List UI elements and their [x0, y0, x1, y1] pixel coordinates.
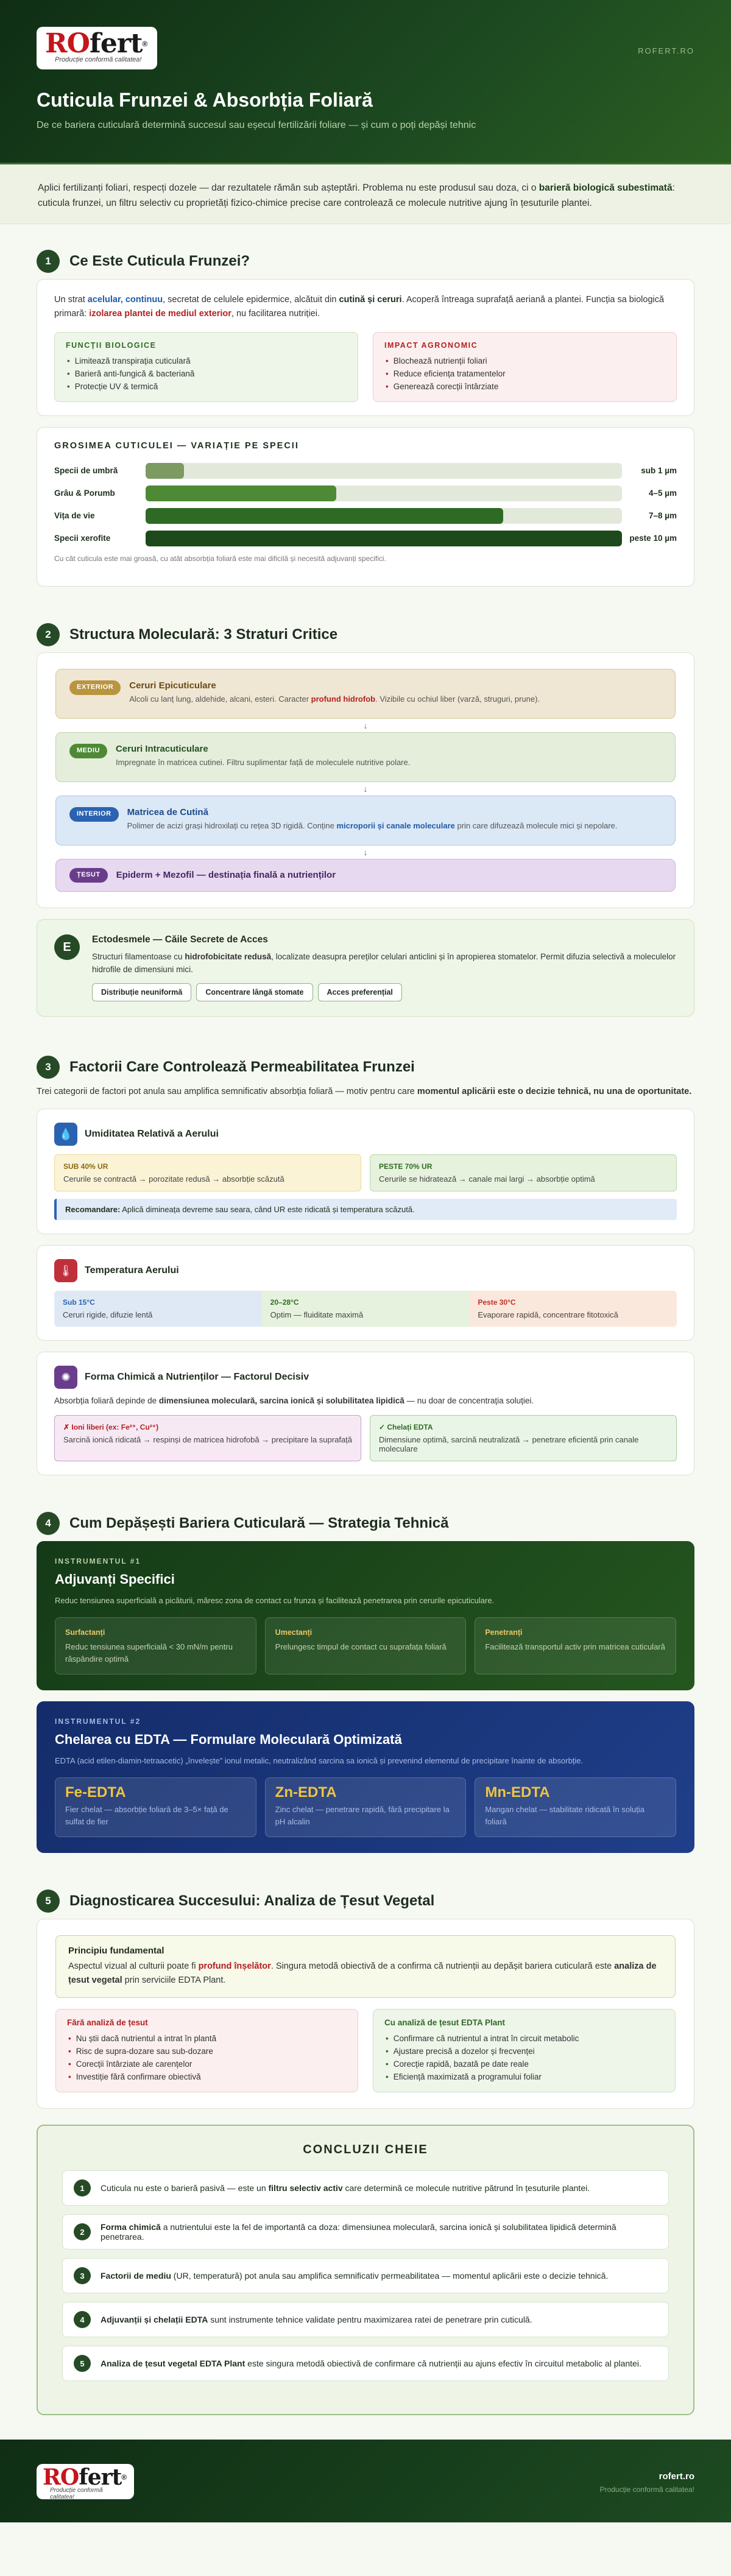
section-number: 5 [37, 1890, 60, 1913]
down-arrow-icon: ↓ [363, 847, 368, 857]
layer-pill: EXTERIOR [69, 680, 121, 695]
agronomic-impact-list [384, 355, 665, 393]
chelates-box: ✓ Chelați EDTA Dimensiune optimă, sarcină neutralizată → penetrare eficientă prin canale moleculare [370, 1415, 677, 1461]
thickness-track [146, 463, 622, 479]
with-analysis-list [384, 2032, 664, 2083]
bullet-icon: • [67, 369, 70, 378]
layer-title: Ceruri Epicuticulare [129, 680, 216, 691]
agronomic-impact-box [373, 332, 677, 402]
bullet-icon: • [68, 2047, 71, 2056]
intro-text-end: : cuticula frunzei, un filtru selectiv cu proprietăți fizico-chimice precise care controlează ce molecule nutritive ajung în țesuturile plantei. [38, 183, 675, 208]
humidity-card [37, 1109, 694, 1234]
conclusion-text: Factorii de mediu (UR, temperatură) pot anula sau amplifica semnificativ permeabilitatea — momentul aplicării este o decizie tehnică. [101, 2271, 609, 2281]
bullet-icon: • [386, 2072, 389, 2081]
biological-functions-box [54, 332, 358, 402]
temp-cold: Sub 15°C Ceruri rigide, difuzie lentă [54, 1291, 262, 1327]
bullet-icon: • [67, 382, 70, 391]
thickness-bar [146, 485, 336, 501]
temp-optimal: 20–28°C Optim — fluiditate maximă [262, 1291, 470, 1327]
logo-registered: ® [142, 40, 147, 48]
section-2-header [37, 598, 694, 652]
ectodesmata-badge: E [54, 934, 80, 960]
tool-adjuvants-card [37, 1541, 694, 1690]
conclusion-text: Analiza de țesut vegetal EDTA Plant este singura metodă obiectivă de confirmare că nutrienții au ajuns efectiv în circuitul metabolic al plantei. [101, 2359, 641, 2368]
brand-logo[interactable] [37, 27, 157, 69]
thickness-track [146, 508, 622, 524]
conclusion-item [62, 2214, 669, 2250]
thickness-bars [54, 459, 677, 549]
list-item: • Reduce eficiența tratamentelor [386, 369, 506, 378]
conclusion-number: 5 [74, 2355, 91, 2372]
thickness-value: 4–5 µm [648, 489, 677, 498]
bullet-icon: • [386, 2059, 389, 2069]
thickness-value: 7–8 µm [648, 511, 677, 520]
conclusions-list [62, 2170, 669, 2381]
thermometer-icon: 🌡 [54, 1259, 77, 1282]
thickness-row [54, 459, 677, 482]
list-item: • Eficiență maximizată a programului foliar [386, 2072, 542, 2081]
diagnostics-card [37, 1919, 694, 2109]
layer-pill: MEDIU [69, 744, 107, 758]
down-arrow-icon: ↓ [363, 721, 368, 730]
section-number: 4 [37, 1512, 60, 1535]
ectodesmata-title: Ectodesmele — Căile Secrete de Acces [92, 934, 268, 945]
list-item: • Protecție UV & termică [67, 382, 158, 391]
tool-subtitle: EDTA (acid etilen-diamin-tetraacetic) „învelește" ionul metalic, neutralizând sarcina sa ionică și prevenind elementul de precipitare înainte de absorbție. [55, 1756, 584, 1765]
section-1-header [37, 224, 694, 279]
intro-callout [0, 163, 731, 224]
conclusions-panel [37, 2125, 694, 2415]
thickness-bar [146, 463, 184, 479]
bullet-icon: • [386, 369, 389, 378]
chip-stomata: Concentrare lângă stomate [196, 983, 313, 1001]
tool-cell: Zn-EDTA Zinc chelat — penetrare rapidă, fără precipitare la pH alcalin [265, 1777, 467, 1837]
list-item: • Risc de supra-dozare sau sub-dozare [68, 2047, 213, 2056]
logo-tagline: Producție conformă calitatea! [55, 56, 142, 63]
thickness-row [54, 482, 677, 504]
intro-emphasis: barieră biologică subestimată [539, 183, 673, 193]
conclusion-item [62, 2346, 669, 2381]
thickness-bar [146, 508, 503, 524]
section-title: Diagnosticarea Succesului: Analiza de Țesut Vegetal [69, 1893, 435, 1909]
conclusions-title: CONCLUZII CHEIE [303, 2143, 428, 2156]
cuticle-definition-card [37, 279, 694, 416]
list-item: • Barieră anti-fungică & bacteriană [67, 369, 195, 378]
layer-title: Epiderm + Mezofil — destinația finală a nutrienților [116, 870, 336, 880]
section-5-header [37, 1864, 694, 1919]
tool-cell: Umectanți Prelungesc timpul de contact cu suprafața foliară [265, 1617, 467, 1674]
logo-fert: fert [89, 28, 143, 59]
chip-access: Acces preferențial [318, 983, 402, 1001]
thickness-value: peste 10 µm [629, 534, 677, 543]
hero-header [0, 0, 731, 163]
principle-box [55, 1935, 676, 1998]
thickness-label: Specii xerofite [54, 534, 111, 543]
free-ions-box: ✗ Ioni liberi (ex: Fe²⁺, Cu²⁺) Sarcină ionică ridicată → respinși de matricea hidrofobă → precipitare la suprafață [54, 1415, 361, 1461]
thickness-row [54, 504, 677, 527]
bullet-icon: • [68, 2059, 71, 2069]
tool-title: Chelarea cu EDTA — Formulare Moleculară Optimizată [55, 1732, 402, 1747]
tool-cell: Fe-EDTA Fier chelat — absorbție foliară de 3–5× față de sulfat de fier [55, 1777, 256, 1837]
footer-tagline: Producție conformă calitatea! [599, 2485, 694, 2494]
hero-site-link[interactable]: ROFERT.RO [638, 46, 694, 55]
tool-tag: INSTRUMENTUL #1 [55, 1557, 141, 1565]
temp-hot: Peste 30°C Evaporare rapidă, concentrare fitotoxică [469, 1291, 677, 1327]
bullet-icon: • [68, 2034, 71, 2043]
section-3-header [37, 1030, 694, 1085]
layers-card [37, 652, 694, 908]
logo-ro: RO [45, 28, 90, 59]
chem-text: Absorbția foliară depinde de dimensiunea moleculară, sarcina ionică și solubilitatea lipidică — nu doar de concentrația soluției. [54, 1396, 534, 1405]
thickness-note: Cu cât cuticula este mai groasă, cu atât absorbția foliară este mai dificilă și necesită adjuvanți specifici. [54, 554, 386, 563]
list-item: • Investiție fără confirmare obiectivă [68, 2072, 201, 2081]
list-item: • Confirmare că nutrientul a intrat în circuit metabolic [386, 2034, 579, 2043]
layer-exterior [55, 669, 676, 719]
list-item: • Generează corecții întârziate [386, 382, 499, 391]
conclusion-text: Forma chimică a nutrientului este la fel de importantă ca doza: dimensiunea moleculară, sarcina ionică și solubilitatea lipidică determină penetrarea. [101, 2222, 616, 2242]
list-item: • Nu știi dacă nutrientul a intrat în plantă [68, 2034, 217, 2043]
tool-subtitle: Reduc tensiunea superficială a picăturii, măresc zona de contact cu frunza și facilitează penetrarea prin cerurile epicuticulare. [55, 1596, 495, 1605]
factor-title: Forma Chimică a Nutrienților — Factorul Decisiv [85, 1372, 309, 1382]
thickness-row [54, 527, 677, 549]
conclusion-number: 1 [74, 2179, 91, 2197]
bullet-icon: • [67, 356, 70, 365]
conclusion-number: 4 [74, 2311, 91, 2328]
box-title: Cu analiză de țesut EDTA Plant [384, 2018, 506, 2027]
section-number: 2 [37, 623, 60, 646]
tool-title: Adjuvanți Specifici [55, 1572, 175, 1587]
bullet-icon: • [386, 2034, 389, 2043]
layer-title: Ceruri Intracuticulare [115, 744, 208, 754]
thickness-value: sub 1 µm [641, 466, 677, 475]
section-number: 3 [37, 1056, 60, 1079]
humidity-low-box: SUB 40% UR Cerurile se contractă → porozitate redusă → absorbție scăzută [54, 1154, 361, 1191]
factor-title: Umiditatea Relativă a Aerului [85, 1129, 219, 1139]
humidity-high-box: PESTE 70% UR Cerurile se hidratează → canale mai largi → absorbție optimă [370, 1154, 677, 1191]
layer-tissue [55, 859, 676, 892]
biological-functions-list [66, 355, 347, 393]
thickness-label: Vița de vie [54, 511, 95, 520]
principle-text: Aspectul vizual al culturii poate fi profund înșelător. Singura metodă obiectivă de a confirma că nutrienții au depășit bariera cuticulară este analiza de țesut vegetal prin serviciile EDTA Plant. [68, 1961, 657, 1985]
conclusion-number: 3 [74, 2267, 91, 2284]
list-item: • Corecție rapidă, bazată pe date reale [386, 2059, 529, 2069]
thickness-label: Specii de umbră [54, 466, 118, 475]
list-item: • Blochează nutrienții foliari [386, 356, 487, 365]
list-item: • Limitează transpirația cuticulară [67, 356, 191, 365]
conclusion-text: Cuticula nu este o barieră pasivă — este un filtru selectiv activ care determină ce molecule nutritive pătrund în țesuturile plantei. [101, 2183, 590, 2193]
without-analysis-box [55, 2009, 358, 2092]
principle-title: Principiu fundamental [68, 1946, 164, 1956]
thickness-track [146, 485, 622, 501]
tool-cell: Penetranți Facilitează transportul activ prin matricea cuticulară [475, 1617, 676, 1674]
ectodesmata-card [37, 919, 694, 1017]
box-title: IMPACT AGRONOMIC [384, 341, 478, 350]
thickness-title: GROSIMEA CUTICULEI — VARIAȚIE PE SPECII [54, 441, 299, 451]
atom-icon: ✺ [54, 1366, 77, 1389]
intro-text: Aplici fertilizanți foliari, respecți dozele — dar rezultatele rămân sub așteptări. Problema nu este produsul sau doza, ci o [38, 183, 539, 193]
thickness-label: Grâu & Porumb [54, 489, 115, 498]
conclusion-item [62, 2302, 669, 2337]
footer-logo[interactable]: ROfert® Producție conformă calitatea! [37, 2464, 134, 2499]
page-title: Cuticula Frunzei & Absorbția Foliară [37, 89, 373, 111]
chemical-form-card [37, 1352, 694, 1475]
tool-edta-card [37, 1701, 694, 1853]
ectodesmata-text: Structuri filamentoase cu hidrofobicitate redusă, localizate deasupra pereților celulari anticlini și în apropierea stomatelor. Permit difuzia selectivă a moleculelor hidrofile de dimensiuni mici. [92, 952, 676, 974]
bullet-icon: • [386, 356, 389, 365]
section-4-header [37, 1486, 694, 1541]
chip-distribution: Distribuție neuniformă [92, 983, 191, 1001]
footer-site-link[interactable]: rofert.ro [659, 2471, 694, 2482]
bullet-icon: • [68, 2072, 71, 2081]
section-number: 1 [37, 250, 60, 273]
list-item: • Ajustare precisă a dozelor și frecvenței [386, 2047, 535, 2056]
thickness-chart-card [37, 427, 694, 587]
layer-desc: Alcoli cu lanț lung, aldehide, alcani, esteri. Caracter profund hidrofob. Vizibile cu ochiul liber (varză, struguri, prune). [129, 694, 540, 704]
list-item: • Corecții întârziate ale carențelor [68, 2059, 192, 2069]
conclusion-number: 2 [74, 2223, 91, 2240]
droplet-icon: 💧 [54, 1123, 77, 1146]
bullet-icon: • [386, 382, 389, 391]
with-analysis-box [373, 2009, 676, 2092]
page-subtitle: De ce bariera cuticulară determină succesul sau eșecul fertilizării foliare — și cum o poți depăși tehnic [37, 120, 476, 130]
thickness-track [146, 531, 622, 546]
down-arrow-icon: ↓ [363, 784, 368, 794]
conclusion-item [62, 2170, 669, 2206]
temperature-card [37, 1245, 694, 1341]
humidity-recommendation: Recomandare: Aplică dimineața devreme sau seara, când UR este ridicată și temperatura scăzută. [54, 1199, 677, 1220]
thickness-bar [146, 531, 622, 546]
tool-cell: Mn-EDTA Mangan chelat — stabilitate ridicată în soluția foliară [475, 1777, 676, 1837]
layer-pill: INTERIOR [69, 807, 119, 822]
layer-desc: Polimer de acizi grași hidroxilați cu rețea 3D rigidă. Conține microporii și canale moleculare prin care difuzează molecule mici și nepolare. [127, 821, 618, 830]
section-title: Cum Depășești Bariera Cuticulară — Strategia Tehnică [69, 1515, 449, 1531]
conclusion-item [62, 2258, 669, 2293]
section-title: Structura Moleculară: 3 Straturi Critice [69, 626, 338, 643]
box-title: Fără analiză de țesut [67, 2018, 148, 2027]
section-title: Factorii Care Controlează Permeabilitatea Frunzei [69, 1059, 415, 1075]
definition-text: Un strat acelular, continuu, secretat de celulele epidermice, alcătuit din cutină și ceruri. Acoperă întreaga suprafață aeriană a plantei. Funcția sa biologică primară: izolarea plantei de mediul exterior, nu facilitarea nutriției. [54, 295, 665, 319]
layer-pill: ȚESUT [69, 868, 108, 883]
factors-intro: Trei categorii de factori pot anula sau amplifica semnificativ absorbția foliară — motiv pentru care momentul aplicării este o decizie tehnică, nu una de oportunitate. [37, 1087, 692, 1096]
tool-cell: Surfactanți Reduc tensiunea superficială < 30 mN/m pentru răspândire optimă [55, 1617, 256, 1674]
tool-tag: INSTRUMENTUL #2 [55, 1717, 141, 1726]
layer-title: Matricea de Cutină [127, 807, 208, 817]
layer-desc: Impregnate în matricea cutinei. Filtru suplimentar față de moleculele nutritive polare. [115, 758, 411, 767]
main-content [0, 224, 731, 2415]
without-analysis-list [67, 2032, 347, 2083]
layer-middle [55, 732, 676, 782]
layer-interior [55, 796, 676, 845]
factor-title: Temperatura Aerului [85, 1265, 179, 1276]
footer [0, 2440, 731, 2522]
box-title: FUNCȚII BIOLOGICE [66, 341, 157, 350]
section-title: Ce Este Cuticula Frunzei? [69, 253, 250, 269]
conclusion-text: Adjuvanții și chelații EDTA sunt instrumente tehnice validate pentru maximizarea ratei de penetrare prin cuticulă. [101, 2315, 532, 2324]
bullet-icon: • [386, 2047, 389, 2056]
